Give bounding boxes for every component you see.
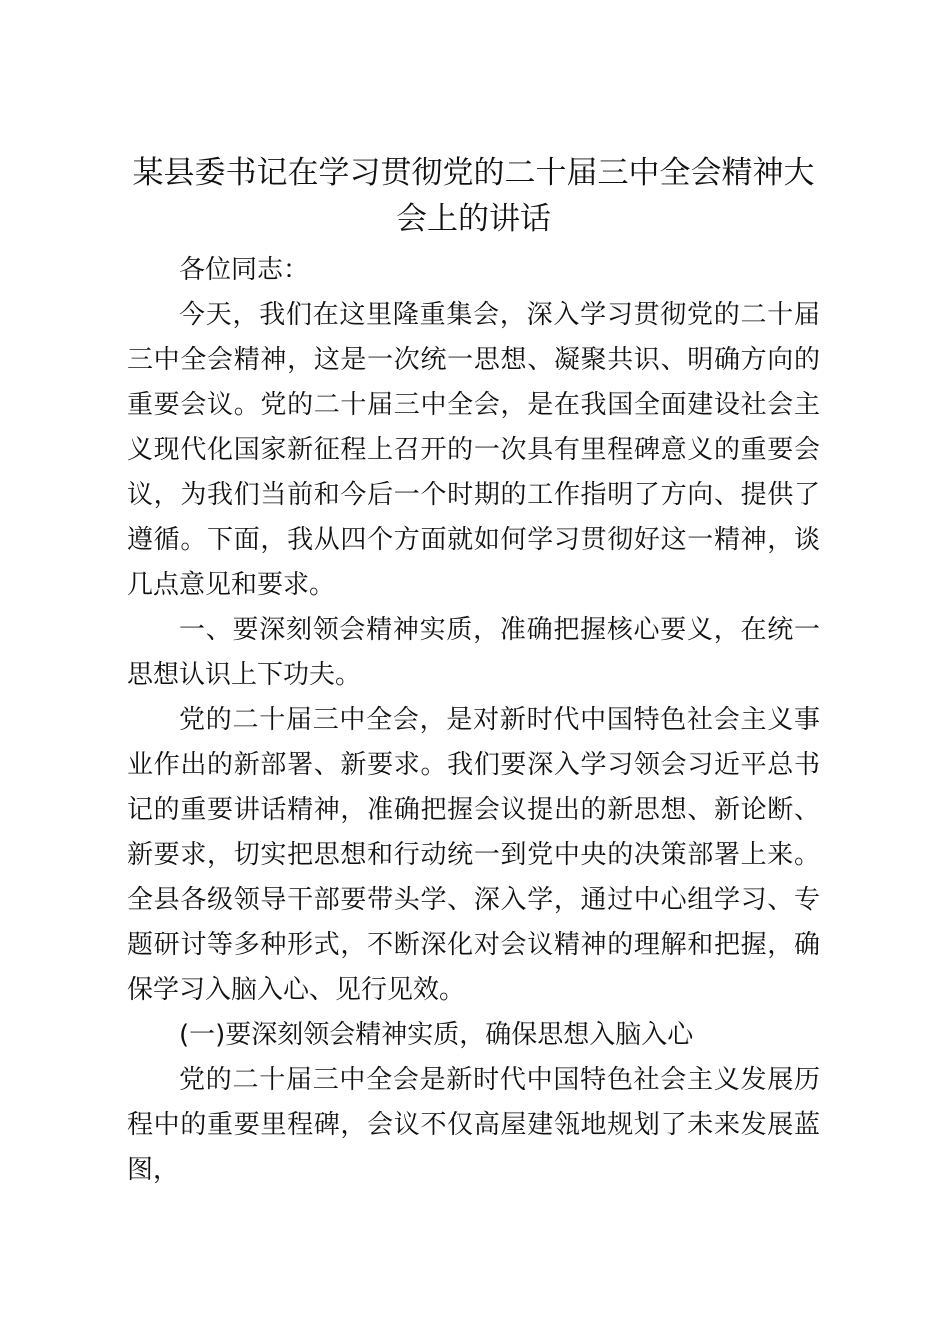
subsection-heading-1: (一)要深刻领会精神实质，确保思想入脑入心 [179, 1020, 694, 1050]
document-title: 某县委书记在学习贯彻党的二十届三中全会精神大会上的讲话 [132, 155, 815, 237]
paragraph-intro: 今天，我们在这里隆重集会，深入学习贯彻党的二十届三中全会精神，这是一次统一思想、凝聚共识、明确方向的重要会议。党的二十届三中全会，是在我国全面建设社会主义现代化国家新征程上召开的一次具有里程碑意义的重要会议，为我们当前和今后一个时期的工作指明了方向、提供了遵循。下面，我从四个方面就如何学习贯彻好这一精神，谈几点意见和要求。 [127, 300, 820, 600]
paragraph-section-1: 党的二十届三中全会，是对新时代中国特色社会主义事业作出的新部署、新要求。我们要深入学习领会习近平总书记的重要讲话精神，准确把握会议提出的新思想、新论断、新要求，切实把思想和行动统一到党中央的决策部署上来。全县各级领导干部要带头学、深入学，通过中心组学习、专题研讨等多种形式，不断深化对会议精神的理解和把握，确保学习入脑入心、见行见效。 [127, 705, 820, 1005]
section-heading-1: 一、要深刻领会精神实质，准确把握核心要义，在统一思想认识上下功夫。 [127, 615, 820, 690]
document-body [127, 150, 820, 1193]
paragraph-subsection-1: 党的二十届三中全会是新时代中国特色社会主义发展历程中的重要里程碑，会议不仅高屋建瓴地规划了未来发展蓝图， [127, 1065, 820, 1185]
salutation: 各位同志： [179, 255, 310, 285]
